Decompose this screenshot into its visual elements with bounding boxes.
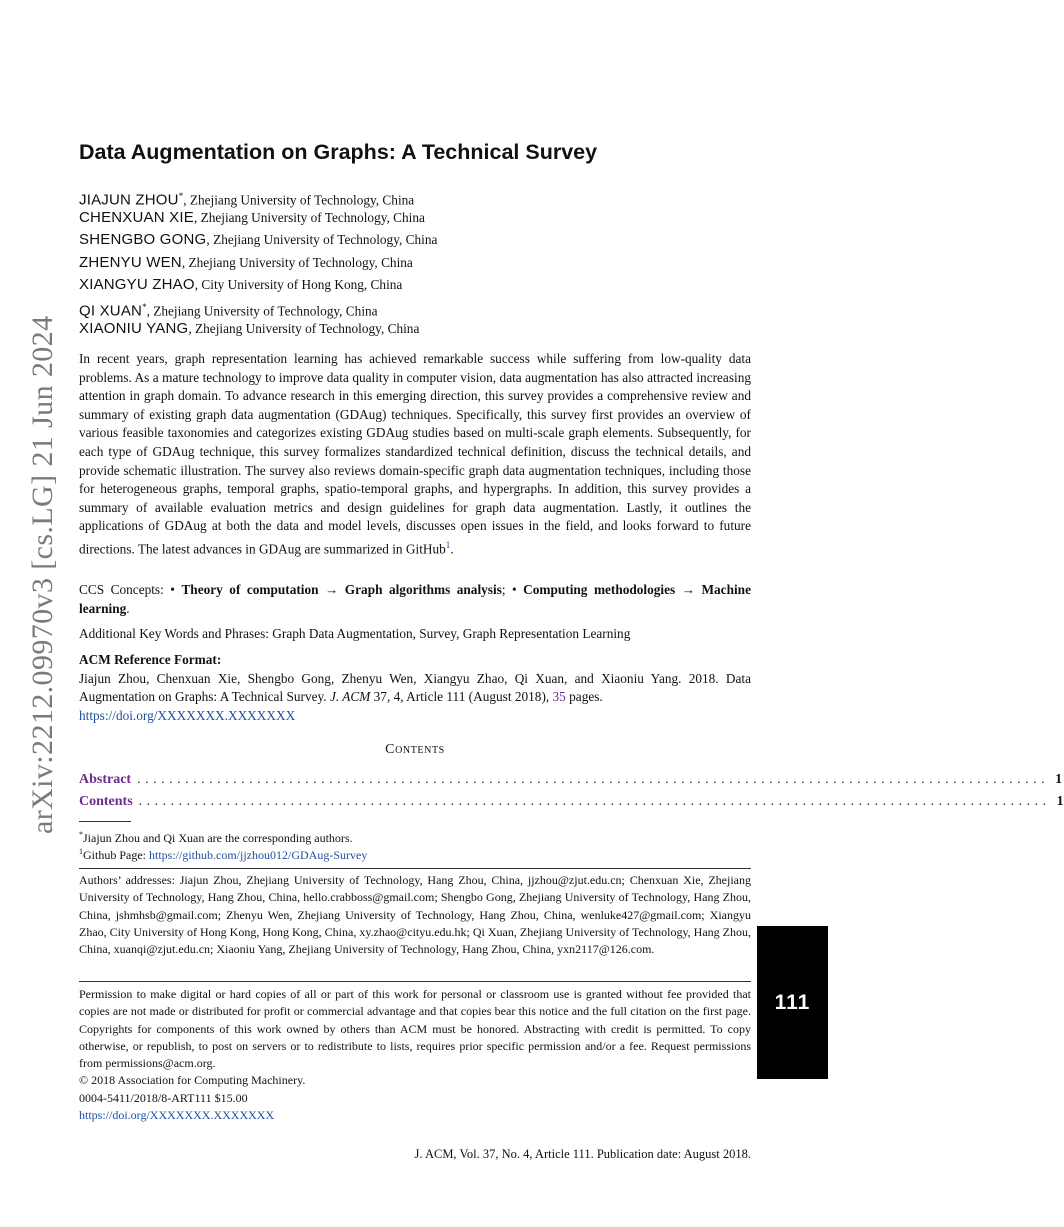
author-name: SHENGBO GONG bbox=[79, 231, 207, 249]
author-line bbox=[79, 185, 759, 207]
author-line bbox=[79, 318, 759, 340]
issn-text: 0004-5411/2018/8-ART111 $15.00 bbox=[79, 1090, 248, 1105]
footnote-rule bbox=[79, 821, 131, 822]
toc-page: 1 bbox=[1055, 772, 1063, 787]
contents-heading: Contents bbox=[385, 742, 445, 757]
toc-label[interactable]: Abstract bbox=[79, 772, 132, 787]
author-affiliation: , Zhejiang University of Technology, China bbox=[181, 254, 413, 270]
ccs-end: . bbox=[126, 600, 130, 616]
toc-entry-contents[interactable] bbox=[79, 794, 1064, 814]
copyright-text: © 2018 Association for Computing Machinery. bbox=[79, 1073, 306, 1088]
ccs-arrow: → bbox=[318, 582, 345, 597]
author-name: XIANGYU ZHAO bbox=[79, 275, 195, 293]
section-rule bbox=[79, 981, 751, 982]
reference-heading: ACM Reference Format: bbox=[79, 652, 222, 667]
abstract-text: In recent years, graph representation learning has achieved remarkable success while suffering from low-quality data problems. As a mature technology to improve data quality in computer vision, data augmentation has also attracted increasing attention in graph domain. To advance research in this emerging direction, this survey provides a comprehensive review and summary of existing graph data augmentation (GDAug) techniques. Specifically, this survey first provides an overview of various feasible taxonomies and categorizes existing GDAug studies based on multi-scale graph elements. Subsequently, for each type of GDAug technique, this survey formalizes standardized technical definition, discuss the technical details, and provide schematic illustration. The survey also reviews domain-specific graph data augmentation techniques, including those for heterogeneous graphs, temporal graphs, spatio-temporal graphs, and hypergraphs. In addition, this survey provides a summary of available evaluation metrics and design guidelines for graph data augmentation. Lastly, it outlines the applications of GDAug at both the data and model levels, discusses open issues in the field, and looks forward to future directions. The latest advances in GDAug are summarized in GitHub bbox=[79, 351, 751, 557]
author-name: XIAONIU YANG bbox=[79, 320, 189, 338]
ccs-arrow: → bbox=[675, 582, 702, 597]
author-affiliation: , Zhejiang University of Technology, China bbox=[206, 232, 438, 248]
permission-text: Permission to make digital or hard copies of all or part of this work for personal or classroom use is granted without fee provided that copies are not made or distributed for profit or commercial advantage and that copies bear this notice and the full citation on the first page. Copyrights for components of this work owned by others than ACM must be honored. Abstracting with credit is permitted. To copy otherwise, or republish, to post on servers or to redistribute to lists, requires prior specific permission and/or a fee. Request permissions from permissions@acm.org. bbox=[79, 987, 751, 1071]
author-affiliation: , Zhejiang University of Technology, China bbox=[188, 321, 420, 337]
github-url-link[interactable]: https://github.com/jjzhou012/GDAug-Survey bbox=[149, 848, 368, 862]
paper-title: Data Augmentation on Graphs: A Technical Survey bbox=[79, 140, 598, 164]
reference-text: Jiajun Zhou, Chenxuan Xie, Shengbo Gong, Zhenyu Wen, Xiangyu Zhao, Qi Xuan, and Xiaoniu Yang. 2018. Data Augmentation on Graphs: A Technical Survey. bbox=[79, 670, 751, 705]
keywords: Additional Key Words and Phrases: Graph Data Augmentation, Survey, Graph Representation Learning bbox=[79, 626, 631, 641]
author-affiliation: , Zhejiang University of Technology, China bbox=[146, 303, 378, 319]
ccs-theory: Theory of computation bbox=[181, 582, 319, 597]
author-name: CHENXUAN XIE bbox=[79, 209, 194, 227]
abstract bbox=[79, 350, 751, 559]
toc-leader: .................................................................................................................. bbox=[138, 794, 1051, 809]
corresponding-mark: * bbox=[142, 301, 147, 312]
reference-text: pages. bbox=[565, 689, 603, 705]
reference-text: 37, 4, Article 111 (August 2018), bbox=[370, 689, 553, 705]
footnote-mark: 1 bbox=[79, 847, 83, 856]
author-affiliation: , Zhejiang University of Technology, China bbox=[183, 192, 415, 208]
ccs-machine-learning: Machine learning bbox=[79, 582, 751, 616]
arxiv-stamp-text: arXiv:2212.09970v3 [cs.LG] 21 Jun 2024 bbox=[26, 315, 59, 834]
footnote-text: Github Page: bbox=[83, 848, 149, 862]
author-affiliation: , City University of Hong Kong, China bbox=[194, 276, 403, 292]
authors-addresses: Authors’ addresses: Jiajun Zhou, Zhejiang University of Technology, Hang Zhou, China, jjzhou@zjut.edu.cn; Chenxuan Xie, Zhejiang University of Technology, Hang Zhou, China, hello.crabboss@gmail.com; Shengbo Gong, Zhejiang University of Technology, Hang Zhou, China, jshmhsb@gmail.com; Zhenyu Wen, Zhejiang University of Technology, Hang Zhou, China, wenluke427@gmail.com; Xiangyu Zhao, City University of Hong Kong, Hong Kong, China, xy.zhao@cityu.edu.hk; Qi Xuan, Zhejiang University of Technology, Hang Zhou, China, xuanqi@zjut.edu.cn; Xiaoniu Yang, Zhejiang University of Technology, Hang Zhou, China, yxn2117@126.com. bbox=[79, 873, 751, 957]
doi-link[interactable]: https://doi.org/XXXXXXX.XXXXXXX bbox=[79, 1108, 275, 1123]
author-line bbox=[79, 296, 759, 318]
toc-entry-abstract[interactable] bbox=[79, 772, 1063, 792]
ccs-label: CCS Concepts: • bbox=[79, 582, 182, 597]
author-affiliation: , Zhejiang University of Technology, China bbox=[193, 210, 425, 226]
corresponding-mark: * bbox=[178, 191, 184, 201]
article-number-tab: 111 bbox=[757, 926, 828, 1079]
abstract-end: . bbox=[450, 541, 454, 557]
author-list bbox=[79, 185, 759, 340]
author-line bbox=[79, 274, 759, 296]
author-name: QI XUAN bbox=[79, 302, 143, 320]
toc-label[interactable]: Contents bbox=[79, 794, 133, 809]
author-line bbox=[79, 207, 759, 229]
ccs-computing: Computing methodologies bbox=[523, 582, 676, 597]
ccs-concepts bbox=[79, 581, 751, 618]
github-footnote-link[interactable]: 1 bbox=[445, 539, 451, 550]
author-line bbox=[79, 252, 759, 274]
reference-journal: J. ACM bbox=[329, 689, 371, 705]
footnote-mark: * bbox=[79, 830, 83, 839]
ccs-graph-algorithms: Graph algorithms analysis bbox=[344, 582, 502, 597]
permission-block bbox=[79, 986, 751, 1124]
author-name: ZHENYU WEN bbox=[79, 253, 182, 271]
author-name: JIAJUN ZHOU bbox=[79, 191, 179, 209]
toc-page: 1 bbox=[1056, 794, 1064, 809]
section-rule bbox=[79, 868, 751, 869]
reference-doi-link[interactable]: https://doi.org/XXXXXXX.XXXXXXX bbox=[79, 707, 296, 723]
footnote-text: Jiajun Zhou and Qi Xuan are the corresponding authors. bbox=[83, 831, 353, 845]
running-footer: J. ACM, Vol. 37, No. 4, Article 111. Publication date: August 2018. bbox=[414, 1147, 751, 1161]
ccs-separator: ; • bbox=[501, 582, 524, 597]
author-line bbox=[79, 229, 759, 251]
acm-reference bbox=[79, 651, 751, 725]
toc-leader: .................................................................................................................. bbox=[137, 772, 1050, 787]
page-count-link[interactable]: 35 bbox=[552, 689, 566, 705]
github-footnote bbox=[79, 843, 367, 864]
